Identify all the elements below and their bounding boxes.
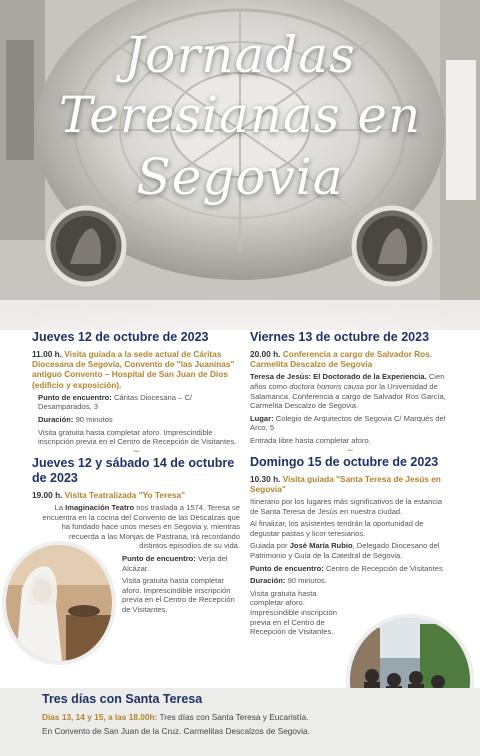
title-line-2: Teresianas en bbox=[58, 86, 422, 144]
tasting-text: Al finalizar, los asistentes tendrán la oportunidad de degustar pastas y licor teresianos. bbox=[250, 519, 424, 538]
conference-italic: doctora honoris causa bbox=[289, 382, 364, 391]
event-time: 20.00 h. bbox=[250, 349, 281, 359]
event-time: 11.00 h. bbox=[32, 349, 62, 359]
medallion-left bbox=[48, 208, 124, 284]
meeting-label: Punto de encuentro: bbox=[122, 553, 196, 563]
ornament-divider: ∼ bbox=[132, 445, 140, 456]
ornament-divider: ∼ bbox=[346, 444, 354, 455]
meeting-point bbox=[32, 393, 240, 412]
title-line-3: Segovia bbox=[136, 148, 344, 206]
meeting-label: Punto de encuentro: bbox=[38, 392, 112, 402]
meeting-label: Punto de encuentro: bbox=[250, 563, 324, 573]
conference-description bbox=[250, 372, 450, 410]
day-heading: Domingo 15 de octubre de 2023 bbox=[250, 454, 439, 469]
itinerary-text: Itinerario por los lugares más significativos de la estancia de Santa Teresa de Jesús en nuestra ciudad. bbox=[250, 496, 443, 516]
event-note: Visita gratuita hasta completar aforo. Imprescindible inscripción previa en el Centro de Recepción de Visitantes. bbox=[250, 588, 337, 637]
event-activity: Conferencia a cargo de Salvador Ros. Carmelita Descalzo de Segovia bbox=[250, 349, 433, 370]
right-column bbox=[250, 330, 450, 637]
meeting-value: Centro de Recepción de Visitantes bbox=[325, 563, 443, 573]
venue-label: Lugar: bbox=[250, 413, 274, 423]
medallion-right bbox=[354, 208, 430, 284]
venue-value: Colegio de Arquitectos de Segovia C/ Marqués del Arco, 5 bbox=[250, 413, 446, 433]
duration-value: 90 minutos bbox=[75, 415, 113, 424]
event-activity: Visita guiada "Santa Teresa de Jesús en Segovia" bbox=[250, 473, 441, 494]
banner-dates-text: Tres días con Santa Teresa y Eucaristía. bbox=[159, 712, 309, 722]
meeting-value: Cáritas Diocesana – C/ Desamparados, 3 bbox=[38, 392, 193, 412]
conference-post: por la Universidad de Salamanca. Conferencia a cargo de Salvador Ros García, Carmelita Descalzo de Segovia. bbox=[250, 382, 446, 411]
event-note: Visita gratuita hasta completar aforo. Imprescindible inscripción previa en el Centro de Recepción de Visitantes. bbox=[122, 576, 235, 614]
event-activity: Visita guiada a la sede actual de Cáritas Diocesana de Segovia, Convento de "las Juaninas" antiguo Convento – Hospital de San Juan de Dios (edificio y exposición). bbox=[32, 349, 235, 390]
desc-pre: La bbox=[54, 502, 63, 512]
venue bbox=[250, 414, 450, 433]
day-heading: Jueves 12 y sábado 14 de octubre de 2023 bbox=[32, 455, 235, 485]
guide-text bbox=[250, 541, 450, 560]
duration-label: Duración: bbox=[250, 576, 286, 586]
hero-dome-image bbox=[0, 0, 480, 330]
day-heading: Viernes 13 de octubre de 2023 bbox=[250, 330, 430, 344]
conference-pre: Cien años como bbox=[250, 372, 445, 391]
guide-pre: Guiada por bbox=[250, 541, 288, 551]
meeting-point bbox=[250, 564, 450, 574]
theatre-photo bbox=[2, 541, 116, 665]
event-entry bbox=[250, 474, 450, 494]
event-note: Entrada libre hasta completar aforo. bbox=[250, 435, 371, 445]
duration-value: 90 minutos. bbox=[287, 576, 327, 586]
banner-line-2: En Convento de San Juan de la Cruz. Carmelitas Descalzos de Segovia. bbox=[42, 726, 310, 736]
event-note: Visita gratuita hasta completar aforo. Imprescindible inscripción previa en el Centro de Recepción de Visitantes. bbox=[38, 427, 237, 447]
conference-title: Teresa de Jesús: El Doctorado de la Experiencia. bbox=[250, 372, 427, 382]
event-entry bbox=[32, 349, 240, 390]
duration-label: Duración: bbox=[38, 415, 74, 424]
meeting-value: Verja del Alcázar. bbox=[122, 553, 228, 573]
desc-text: nos traslada a 1574. Teresa se encuentra en la cocina del Convento de las Descalzas que ha fundado hace unos meses en Segovia y, mientras recuerda a las Monjas de Pastrana, irá recordando distintos episodios de su vida. bbox=[42, 502, 240, 551]
event-time: 19.00 h. bbox=[32, 489, 63, 500]
guide-name: José María Rubio bbox=[289, 541, 353, 551]
event-activity: Visita Teatralizada "Yo Teresa" bbox=[64, 489, 186, 500]
duration bbox=[32, 415, 240, 425]
event-entry bbox=[32, 490, 240, 500]
day-heading: Jueves 12 de octubre de 2023 bbox=[32, 330, 209, 344]
event-time: 10.30 h. bbox=[250, 473, 281, 484]
event-entry bbox=[250, 349, 450, 369]
banner-line-1 bbox=[42, 712, 308, 722]
banner-title: Tres días con Santa Teresa bbox=[42, 692, 203, 706]
company-name: Imaginación Teatro bbox=[65, 502, 135, 512]
title-line-1: Jornadas bbox=[124, 26, 356, 84]
duration bbox=[250, 576, 450, 586]
banner-dates: Días 13, 14 y 15, a las 18.00h: bbox=[42, 712, 158, 722]
guide-post: , Delegado Diocesano del Patrimonio y Guía de la Catedral de Segovia. bbox=[250, 541, 440, 560]
